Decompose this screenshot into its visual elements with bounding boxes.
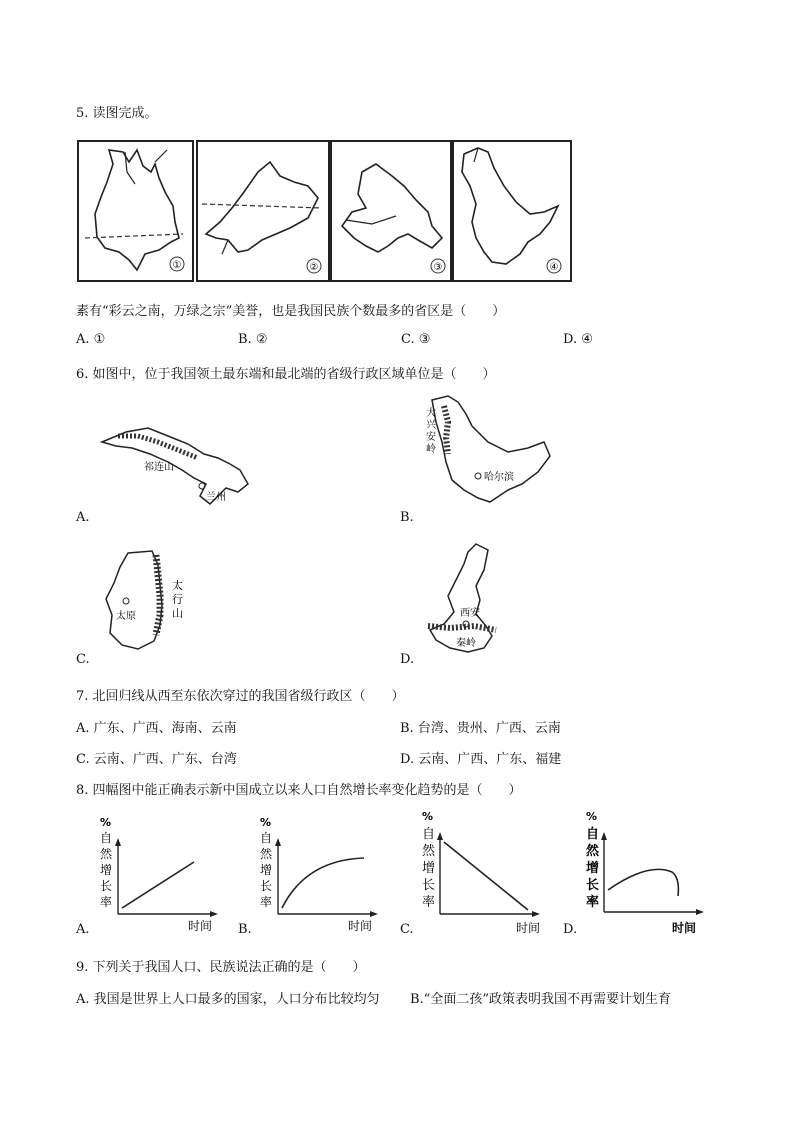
q8-chart-d xyxy=(582,806,712,940)
q5-map-2 xyxy=(196,140,330,282)
q8-a-y4: 长 xyxy=(100,879,113,893)
q5-map-3-label: ③ xyxy=(433,262,443,273)
q5-option-c[interactable]: C. ③ xyxy=(401,332,431,347)
q5-map-2-label: ② xyxy=(309,262,319,273)
q8-d-y5: 率 xyxy=(586,895,600,910)
q6-option-b[interactable]: B. xyxy=(400,510,414,525)
q8-c-curve xyxy=(444,842,528,910)
q8-d-curve xyxy=(608,869,678,896)
q6-option-a[interactable]: A. xyxy=(76,510,90,525)
q6-b-label-5: 哈尔滨 xyxy=(484,472,514,483)
q5-stem: 5. 读图完成。 xyxy=(76,106,158,121)
q8-a-xlabel: 时间 xyxy=(188,919,213,933)
q6-option-c[interactable]: C. xyxy=(76,652,90,667)
q5-question: 素有“彩云之南，万绿之宗”美誉，也是我国民族个数最多的省区是（ ） xyxy=(76,304,506,319)
q8-c-y4: 长 xyxy=(422,878,436,893)
q6-c-label-3: 行 xyxy=(172,593,183,606)
q8-option-a[interactable]: A. xyxy=(76,922,90,937)
q6-c-label-4: 山 xyxy=(172,607,183,620)
q6-map-c xyxy=(98,545,198,659)
q8-b-y2: 然 xyxy=(260,847,273,861)
q5-option-a[interactable]: A. ① xyxy=(76,332,106,347)
q6-b-label-4: 岭 xyxy=(426,444,436,455)
q8-d-y3: 增 xyxy=(586,861,600,876)
q8-b-y5: 率 xyxy=(260,895,273,909)
q6-a-label-2: 兰州 xyxy=(206,492,226,503)
q8-b-y1: 自 xyxy=(260,831,273,845)
q6-map-a xyxy=(98,400,258,514)
q6-c-label-2: 太 xyxy=(172,579,183,592)
q8-c-y1: 自 xyxy=(422,827,436,842)
q8-d-xlabel: 时间 xyxy=(672,921,697,935)
q7-option-b[interactable]: B. 台湾、贵州、广西、云南 xyxy=(400,721,561,736)
q6-d-label-1: 西安 xyxy=(460,608,480,619)
q5-map-1-label: ① xyxy=(172,260,182,271)
q7-option-a[interactable]: A. 广东、广西、海南、云南 xyxy=(76,721,237,736)
q8-d-y2: 然 xyxy=(586,844,600,859)
q6-b-label-3: 安 xyxy=(426,432,436,443)
q8-c-y5: 率 xyxy=(422,895,436,910)
q8-a-ylabel: % xyxy=(100,816,112,829)
q7-option-c[interactable]: C. 云南、广西、广东、台湾 xyxy=(76,752,237,767)
q6-a-label-1: 祁连山 xyxy=(144,462,174,473)
q8-a-y2: 然 xyxy=(100,847,113,861)
q8-stem: 8. 四幅图中能正确表示新中国成立以来人口自然增长率变化趋势的是（ ） xyxy=(76,783,522,798)
q6-c-label-1: 太原 xyxy=(116,611,136,622)
q8-c-y2: 然 xyxy=(422,844,436,859)
q8-d-y4: 长 xyxy=(586,878,600,893)
q8-d-y1: 自 xyxy=(586,827,600,842)
q8-a-y5: 率 xyxy=(100,895,113,909)
q9-option-a[interactable]: A. 我国是世界上人口最多的国家，人口分布比较均匀 xyxy=(76,992,380,1007)
q8-a-y3: 增 xyxy=(100,863,113,877)
q8-option-d[interactable]: D. xyxy=(563,922,578,937)
q6-stem: 6. 如图中，位于我国领土最东端和最北端的省级行政区域单位是（ ） xyxy=(76,367,496,382)
q6-map-b xyxy=(418,392,558,516)
q7-stem: 7. 北回归线从西至东依次穿过的我国省级行政区（ ） xyxy=(76,689,405,704)
q8-c-y3: 增 xyxy=(422,861,436,876)
q5-map-4 xyxy=(452,140,572,282)
q8-option-c[interactable]: C. xyxy=(400,922,414,937)
q8-option-b[interactable]: B. xyxy=(238,922,252,937)
q6-b-label-2: 兴 xyxy=(426,420,436,431)
q8-b-ylabel: % xyxy=(260,816,272,829)
q9-option-b[interactable]: B.“全面二孩”政策表明我国不再需要计划生育 xyxy=(410,992,671,1007)
q8-a-curve xyxy=(122,862,194,908)
q8-chart-a xyxy=(96,812,226,940)
q5-map-1 xyxy=(77,140,194,282)
q6-map-d xyxy=(420,540,520,664)
q6-option-d[interactable]: D. xyxy=(400,652,415,667)
q7-option-d[interactable]: D. 云南、广西、广东、福建 xyxy=(400,752,562,767)
q8-a-y1: 自 xyxy=(100,831,113,845)
q5-option-d[interactable]: D. ④ xyxy=(563,332,593,347)
q6-d-label-2: 秦岭 xyxy=(456,638,476,649)
q8-c-ylabel: % xyxy=(422,810,434,823)
q6-b-label-1: 大 xyxy=(426,408,436,419)
q8-chart-b xyxy=(256,812,386,940)
q8-c-xlabel: 时间 xyxy=(516,921,541,935)
q5-map-3 xyxy=(330,140,452,282)
q8-b-curve xyxy=(282,858,364,908)
q8-b-y3: 增 xyxy=(260,863,273,877)
q8-b-y4: 长 xyxy=(260,879,273,893)
q5-map-4-label: ④ xyxy=(549,262,559,273)
q8-b-xlabel: 时间 xyxy=(348,919,373,933)
q8-d-ylabel: % xyxy=(586,810,598,823)
q8-chart-c xyxy=(418,806,548,940)
q5-option-b[interactable]: B. ② xyxy=(238,332,268,347)
q9-stem: 9. 下列关于我国人口、民族说法正确的是（ ） xyxy=(76,960,366,975)
